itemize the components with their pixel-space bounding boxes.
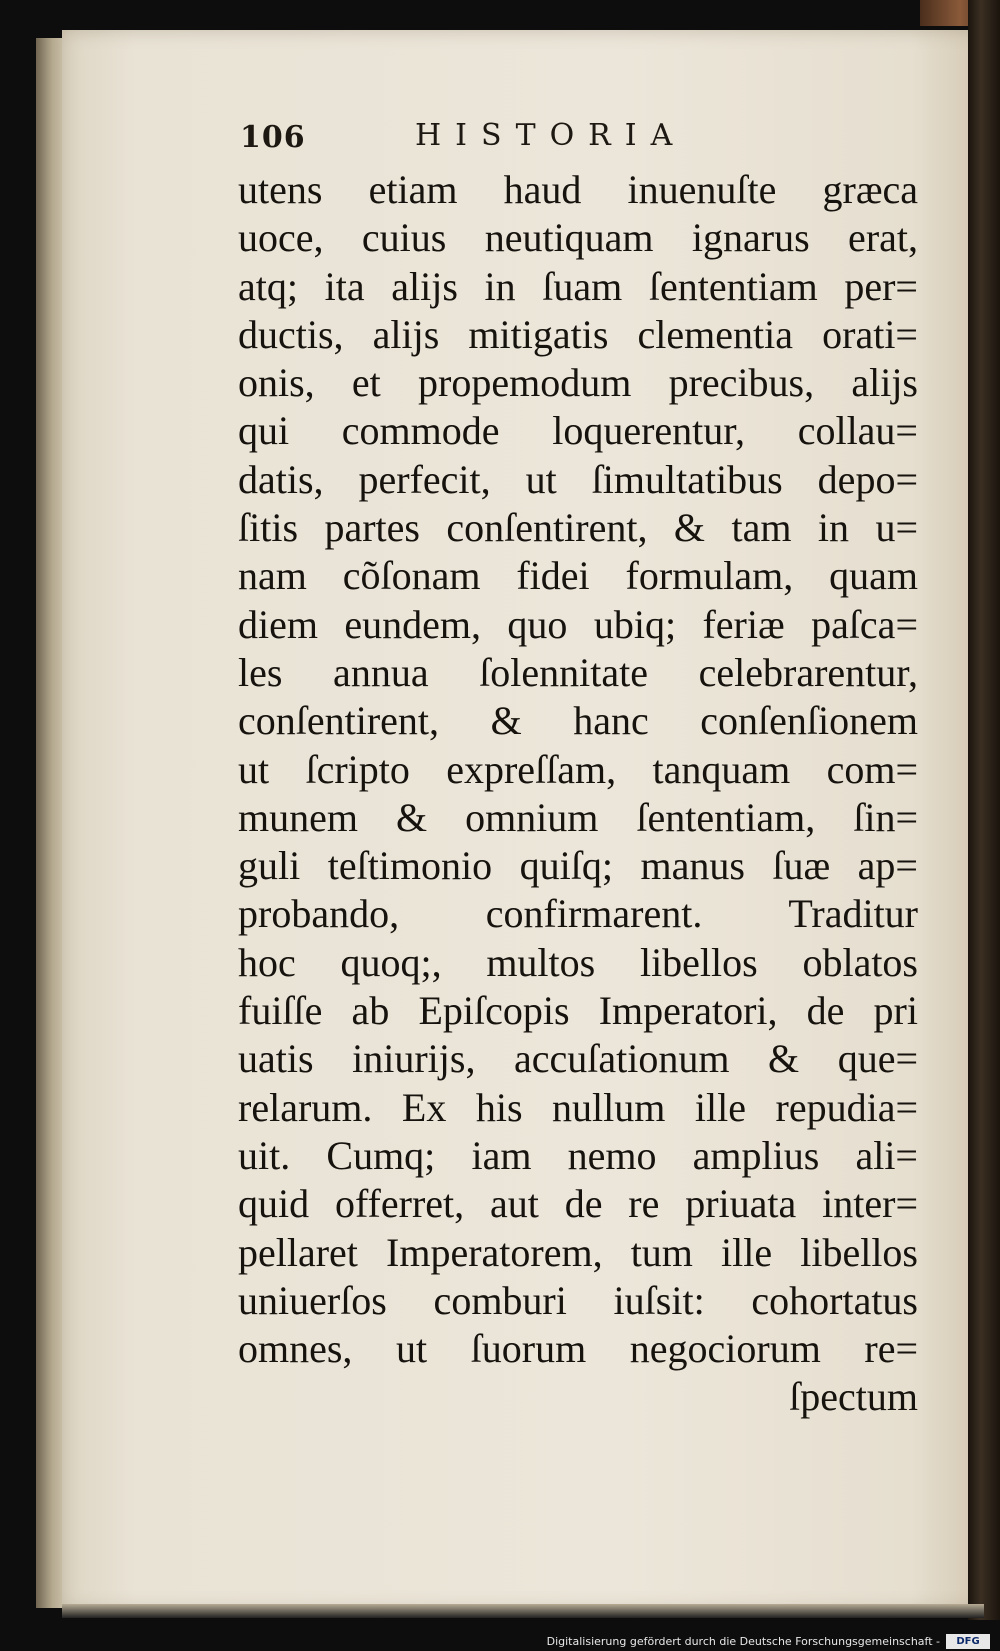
- text-line: uoce, cuius neutiquam ignarus erat,: [238, 215, 918, 261]
- text-line: fuiſſe ab Epiſcopis Imperatori, de pri: [238, 988, 918, 1034]
- text-line: qui commode loquerentur, collau=: [238, 408, 918, 454]
- text-line: relarum. Ex his nullum ille repudia=: [238, 1084, 918, 1130]
- text-line: guli teſtimonio quiſq; manus ſuæ ap=: [238, 843, 918, 889]
- page-bottom-edge: [62, 1604, 984, 1618]
- text-line: uatis iniurijs, accuſationum & que=: [238, 1036, 918, 1082]
- text-line: uniuerſos comburi iuſsit: cohortatus: [238, 1277, 918, 1323]
- catchword: ſpectum: [789, 1374, 918, 1420]
- page-header: [240, 118, 940, 168]
- text-line: onis, et propemodum precibus, aliјs: [238, 360, 918, 406]
- running-title: HISTORIA: [415, 118, 687, 153]
- text-line: pellaret Imperatorem, tum ille libellos: [238, 1229, 918, 1275]
- text-line: utens etiam haud inuenuſte græca: [238, 167, 918, 212]
- book-binding: [968, 0, 1000, 1620]
- text-line: ſitis partes conſentirent, & tam in u=: [238, 505, 918, 551]
- text-line: nam cõſonam fidei formulam, quam: [238, 553, 918, 599]
- text-line: diem eundem, quo ubiq; feriæ paſca=: [238, 601, 918, 647]
- text-line: hoc quoq;, multos libellos oblatos: [238, 939, 918, 985]
- digitization-footer: [0, 1633, 1000, 1651]
- text-line: les annua ſolennitate celebrarentur,: [238, 649, 918, 695]
- text-line: ductis, aliјs mitigatis clementia orati=: [238, 311, 918, 357]
- page-number: 106: [240, 120, 306, 155]
- body-text: [238, 166, 918, 1422]
- text-line: quid offerret, aut de re priuata inter=: [238, 1181, 918, 1227]
- text-line: atq; ita aliјs in ſuam ſententiam per=: [238, 263, 918, 309]
- text-line: probando, confirmarent. Traditur: [238, 891, 918, 937]
- text-line: munem & omnium ſententiam, ſin=: [238, 794, 918, 840]
- text-line: ut ſcripto expreſſam, tanquam com=: [238, 746, 918, 792]
- text-line: conſentirent, & hanc conſenſionem: [238, 698, 918, 744]
- text-line: omnes, ut ſuorum negociorum re=: [238, 1326, 918, 1372]
- funding-credit: Digitalisierung gefördert durch die Deutsche Forschungsgemeinschaft -: [546, 1635, 940, 1648]
- dfg-logo: DFG: [946, 1634, 990, 1649]
- text-line: datis, perfecit, ut ſimultatibus depo=: [238, 456, 918, 502]
- text-line: uit. Cumq; iam nemo amplius ali=: [238, 1132, 918, 1178]
